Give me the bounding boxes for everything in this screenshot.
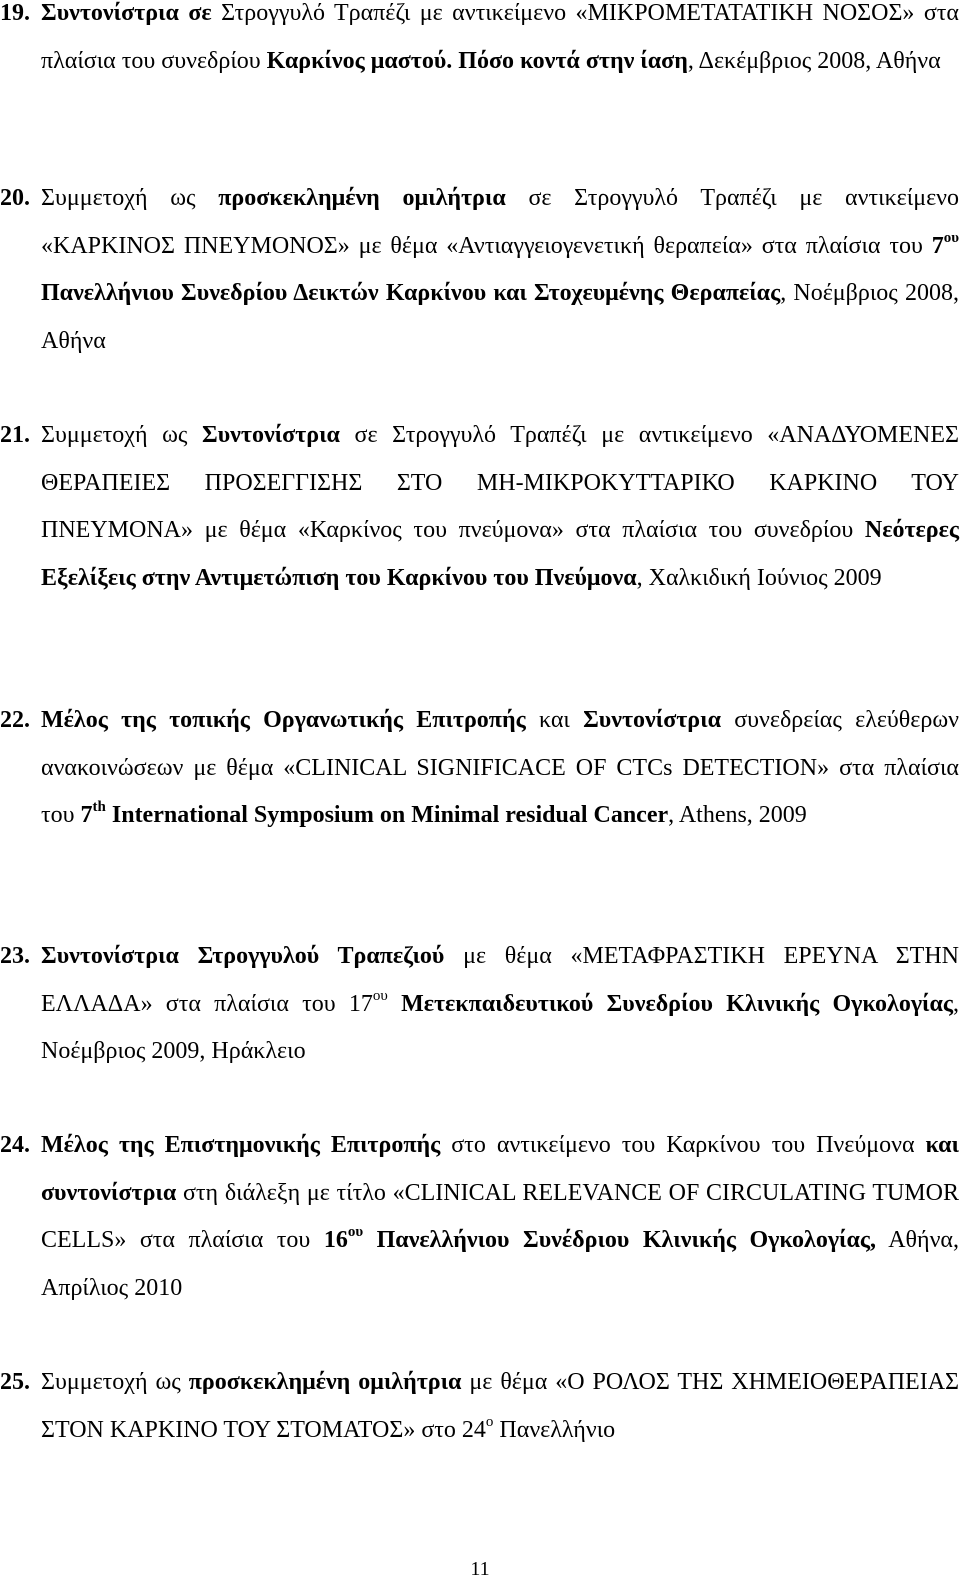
item-text	[41, 0, 959, 74]
text-segment: Συμμετοχή ως	[41, 422, 203, 448]
text-segment: , Δεκέμβριος 2008, Αθήνα	[687, 47, 941, 74]
text-segment: και συντονίστρια	[41, 1132, 959, 1206]
text-segment: 7	[931, 232, 944, 259]
text-segment: Συμμετοχή ως	[41, 185, 219, 211]
text-segment: Αθήνα, Απρίλιος 2010	[41, 1227, 960, 1301]
text-segment: με θέμα «ΜΕΤΑΦΡΑΣΤΙΚΗ ΕΡΕΥΝΑ ΣΤΗΝ ΕΛΛΑΔΑ» στα πλαίσια του 17	[41, 943, 959, 1017]
text-segment: International Symposium on Minimal residual Cancer	[105, 802, 669, 828]
text-segment: Συντονίστρια Στρογγυλού Τραπεζιού	[41, 943, 445, 969]
text-segment: Μέλος της τοπικής Οργανωτικής Επιτροπής	[41, 707, 526, 733]
list-item	[0, 412, 960, 602]
list-item	[0, 175, 960, 365]
item-text	[41, 943, 959, 1064]
item-text	[41, 1369, 959, 1443]
text-segment: Μετεκπαιδευτικού Συνεδρίου Κλινικής Ογκολογίας	[401, 990, 954, 1017]
text-segment: Συμμετοχή ως	[41, 1369, 189, 1395]
text-segment: και	[525, 707, 584, 733]
list-item	[0, 933, 960, 1076]
text-segment: , Νοέμβριος 2009, Ηράκλειο	[41, 990, 960, 1064]
text-segment	[388, 991, 401, 1017]
page-number: 11	[470, 1558, 490, 1580]
text-segment: σε Στρογγυλό Τραπέζι με αντικείμενο «ΚΑΡΚΙΝΟΣ ΠΝΕΥΜΟΝΟΣ» με θέμα «Αντιαγγειογενετική θεραπεία» στα πλαίσια του	[41, 185, 960, 259]
item-number: 19.	[0, 0, 30, 26]
superscript-text: ου	[372, 987, 388, 1004]
item-number: 20.	[0, 185, 30, 211]
item-text	[41, 185, 959, 354]
text-segment: προσκεκλημένη ομιλήτρια	[218, 185, 506, 211]
list-item	[0, 1359, 960, 1454]
text-segment: Συντονίστρια	[202, 422, 340, 448]
text-segment: , Νοέμβριος 2008, Αθήνα	[41, 280, 959, 354]
text-segment: Πανελλήνιο	[493, 1416, 616, 1443]
item-text	[41, 707, 959, 828]
item-text	[41, 422, 959, 591]
text-segment: Μέλος της Επιστημονικής Επιτροπής	[41, 1132, 441, 1158]
superscript-text: ο	[485, 1413, 494, 1430]
text-segment: Καρκίνος μαστού. Πόσο κοντά στην ίαση	[266, 47, 688, 74]
text-segment: σε Στρογγυλό Τραπέζι με αντικείμενο «ΑΝΑΔΥΟΜΕΝΕΣ ΘΕΡΑΠΕΙΕΣ ΠΡΟΣΕΓΓΙΣΗΣ ΣΤΟ ΜΗ-ΜΙΚΡΟΚΥΤΤΑΡΙΚΟ ΚΑΡΚΙΝΟ ΤΟΥ ΠΝΕΥΜΟΝΑ» με θέμα «Καρκίνος του πνεύμονα» στα πλαίσια του συνεδρίου	[41, 422, 960, 543]
superscript-text: th	[92, 799, 106, 815]
item-number: 25.	[0, 1369, 30, 1395]
text-segment: Στρογγυλό Τραπέζι με αντικείμενο «ΜΙΚΡΟΜΕΤΑΤΑΤΙΚΗ ΝΟΣΟΣ» στα πλαίσια του συνεδρίου	[41, 0, 959, 74]
text-segment: με θέμα «Ο ΡΟΛΟΣ ΤΗΣ ΧΗΜΕΙΟΘΕΡΑΠΕΙΑΣ ΣΤΟΝ ΚΑΡΚΙΝΟ ΤΟΥ ΣΤΟΜΑΤΟΣ» στο 24	[41, 1369, 960, 1443]
text-segment: Πανελλήνιου Συνεδρίου Δεικτών Καρκίνου και Στοχευμένης Θεραπείας	[41, 280, 781, 306]
item-number: 21.	[0, 422, 30, 448]
item-text	[41, 1132, 959, 1301]
text-segment: , Χαλκιδική Ιούνιος 2009	[636, 564, 882, 591]
superscript-text: ου	[943, 229, 959, 246]
text-segment: , Athens, 2009	[668, 802, 807, 828]
text-segment: Συντονίστρια σε	[41, 0, 212, 26]
text-segment: Πανελλήνιου Συνέδριου Κλινικής Ογκολογίας,	[363, 1227, 877, 1253]
list-item	[0, 697, 959, 840]
item-number: 23.	[0, 943, 30, 969]
list-item	[0, 1122, 960, 1312]
text-segment: Συντονίστρια	[583, 707, 721, 733]
text-segment: 16	[323, 1227, 348, 1253]
item-number: 22.	[0, 707, 30, 733]
list-item	[0, 0, 959, 85]
text-segment: 7	[80, 802, 93, 828]
text-segment: Νεότερες Εξελίξεις στην Αντιμετώπιση του Καρκίνου του Πνεύμονα	[41, 517, 959, 591]
text-segment: προσκεκλημένη ομιλήτρια	[188, 1369, 462, 1395]
text-segment: στο αντικείμενο του Καρκίνου του Πνεύμονα	[440, 1132, 926, 1158]
text-segment: στη διάλεξη με τίτλο «CLINICAL RELEVANCE OF CIRCULATING TUMOR CELLS» στα πλαίσια του	[41, 1179, 959, 1253]
superscript-text: ου	[347, 1224, 364, 1240]
item-number: 24.	[0, 1132, 30, 1158]
text-segment: συνεδρείας ελεύθερων ανακοινώσεων με θέμα «CLINICAL SIGNIFICACE OF CTCs DETECTION» στα πλαίσια του	[41, 707, 959, 828]
